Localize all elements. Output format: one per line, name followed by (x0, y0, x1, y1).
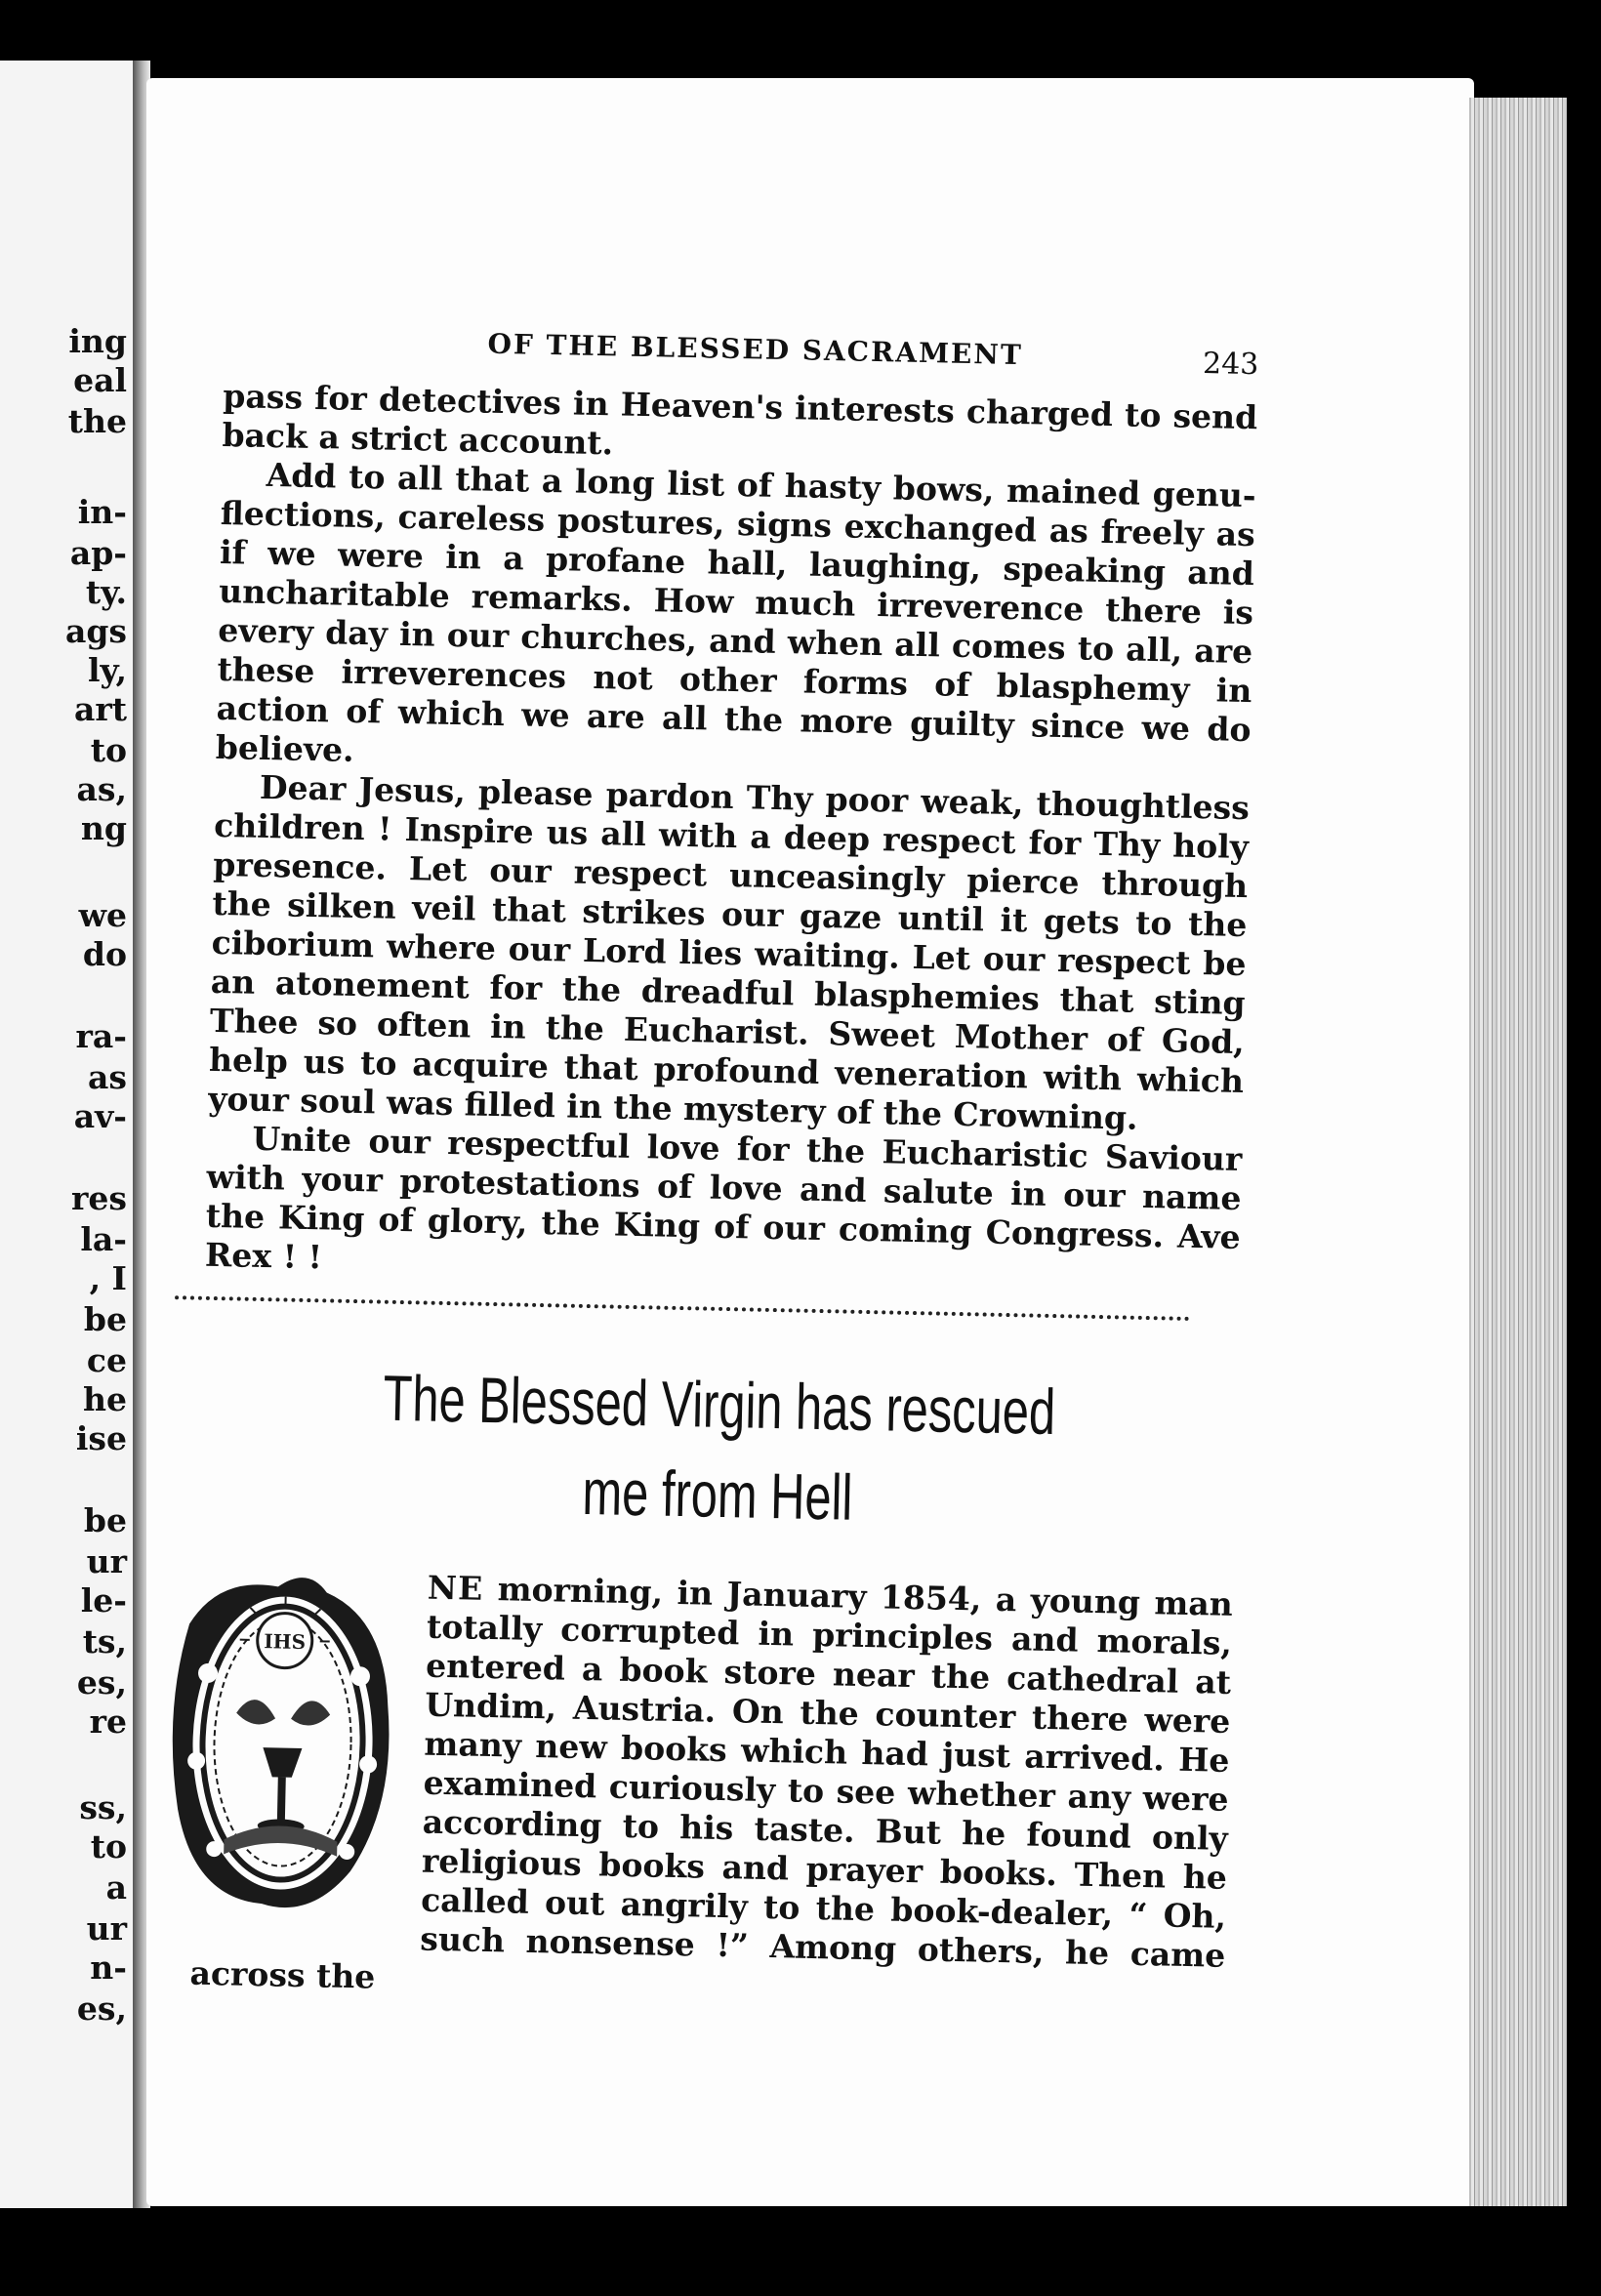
facing-page-fragment: av- (73, 1097, 127, 1135)
facing-page-fragment: ur (86, 1542, 127, 1580)
page-block-edge (1469, 98, 1567, 2206)
running-title: OF THE BLESSED SACRAMENT (487, 327, 1024, 372)
article-heading-line-2: me from Hell (581, 1455, 854, 1534)
page-content (189, 322, 1259, 2015)
page-number: 243 (1202, 346, 1259, 383)
facing-page-fragment: as, (76, 770, 127, 808)
article-heading (334, 1352, 1103, 1547)
article-heading-line-1: The Blessed Virgin has rescued (382, 1361, 1056, 1449)
article-body (189, 1564, 1233, 2015)
facing-page-fragment: the (67, 402, 127, 440)
facing-page-fragment: re (89, 1702, 127, 1741)
facing-page-fragment: ap- (69, 534, 127, 572)
facing-page-fragment: as (88, 1058, 127, 1096)
facing-page-fragment: ise (75, 1419, 127, 1457)
facing-page-fragment: ss, (79, 1788, 127, 1826)
facing-page-fragment: ng (80, 809, 127, 847)
lead-in-small-caps: NE (427, 1568, 484, 1608)
facing-page-edge (0, 61, 136, 2208)
facing-page-fragment: ur (86, 1909, 127, 1948)
facing-page-fragment: ly, (87, 651, 127, 689)
facing-page-fragment: in- (77, 493, 127, 531)
facing-page-fragment: a (105, 1868, 127, 1906)
facing-page-fragment: to (90, 1827, 127, 1866)
facing-page-fragment: do (82, 935, 127, 973)
facing-page-fragment: ty. (85, 573, 127, 611)
facing-page-fragment: be (83, 1501, 127, 1539)
section-divider (175, 1295, 1190, 1321)
ornamental-o-icon (154, 1555, 411, 1921)
facing-page-fragment: ts, (82, 1622, 127, 1660)
decorated-initial-icon (154, 1555, 411, 1921)
ihs-monogram: IHS (264, 1629, 307, 1655)
paragraph-irreverence: Add to all that a long list of hasty bows, mained genu-flections, careless postures, signs exchanged as freely as if we were in a profane hall, laughing, speaking and uncharitable remarks. How much irreverence there is every day in our churches, and when all comes to all, are these irreverences not other forms of blasphemy in action of which we are all the more guilty since we do believe. (215, 455, 1256, 769)
paragraph-closing: Unite our respectful love for the Eucharistic Saviour with your protestations of love and salute in our name the King of glory, the King of our coming Congress. Ave Rex ! ! (204, 1119, 1243, 1277)
facing-page-fragment: , I (89, 1259, 127, 1297)
facing-page-fragment: ing (68, 322, 127, 360)
facing-page-fragment: ra- (75, 1017, 127, 1055)
facing-page-fragment: be (83, 1300, 127, 1338)
facing-page-fragment: he (83, 1380, 127, 1418)
facing-page-fragment: la- (80, 1220, 127, 1258)
facing-page-fragment: ags (64, 612, 127, 650)
facing-page-fragment: n- (90, 1948, 127, 1987)
facing-page-fragment: res (71, 1179, 127, 1217)
facing-page-fragment: le- (80, 1581, 127, 1620)
facing-page-fragment: eal (73, 361, 127, 399)
facing-page-fragment: ce (86, 1341, 127, 1379)
facing-page-fragment: art (73, 690, 127, 728)
facing-page-fragment: to (90, 731, 127, 769)
paragraph-continuation: pass for detectives in Heaven's interests charged to send back a strict account. (222, 376, 1258, 463)
facing-page-fragment: es, (76, 1989, 127, 2028)
paragraph-prayer: Dear Jesus, please pardon Thy poor weak, thoughtless children ! Inspire us all with a deep respect for Thy holy presence. Let our respect unceasingly pierce through the silken veil that strikes our gaze until it gets to the ciborium where our Lord lies waiting. Let our respect be an atonement for the dreadful blasphemies that sting Thee so often in the Eucharist. Sweet Mother of God, help us to acquire that profound veneration with which your soul was filled in the mystery of the Crowning. (207, 767, 1251, 1137)
article-text-body: morning, in January 1854, a young man totally corrupted in principles and morals, entered a book store near the cathedral at Undim, Austria. On the counter there were many new books which had just arrived. He examined curiously to see whether any were according to his taste. But he found only religious books and prayer books. Then he called out angrily to the book-dealer, “ Oh, such nonsense !” Among others, he came across the (189, 1569, 1234, 1996)
facing-page-fragment: es, (76, 1663, 127, 1702)
facing-page-fragment: we (78, 896, 127, 934)
